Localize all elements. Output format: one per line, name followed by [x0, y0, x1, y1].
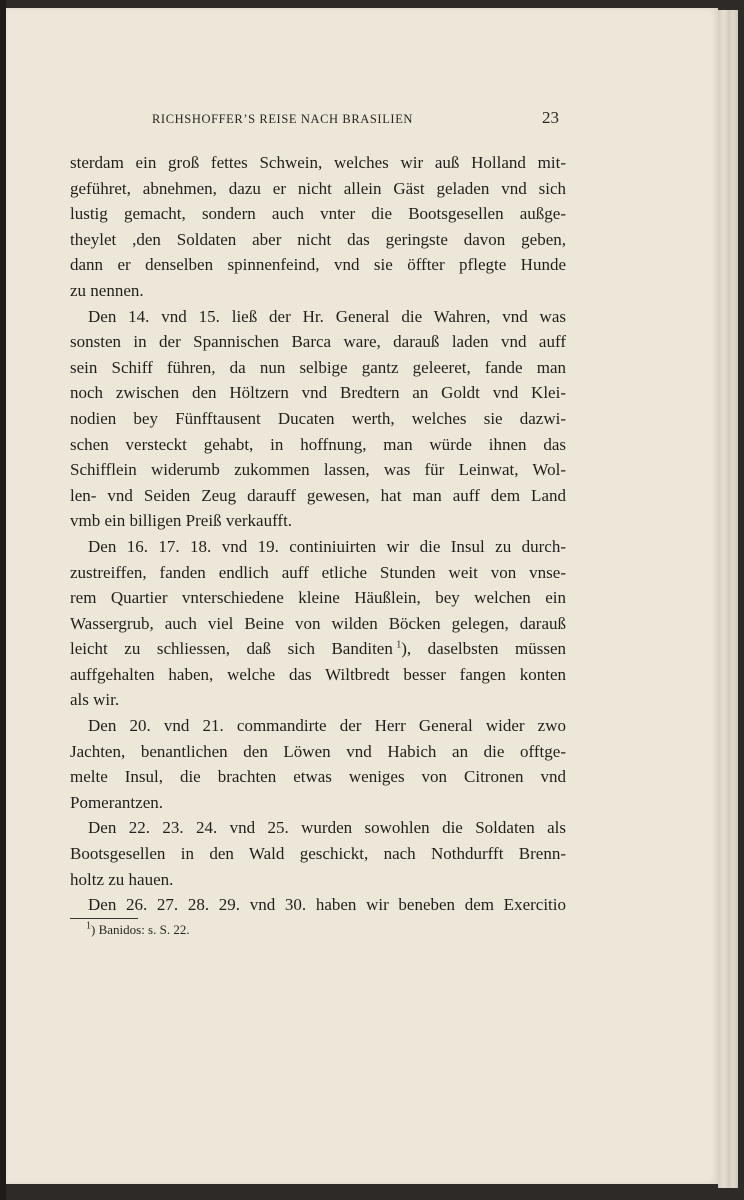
footnote-divider	[70, 918, 138, 919]
text-line: sein Schiff führen, da nun selbige gantz geleeret, fande man	[70, 357, 566, 377]
text-line: geführet, abnehmen, dazu er nicht allein Gäst geladen vnd sich	[70, 178, 566, 198]
page-number: 23	[542, 108, 559, 127]
text-line: melte Insul, die brachten etwas weniges von Citronen vnd	[70, 767, 566, 787]
text-line: rem Quartier vnterschiedene kleine Häußlein, bey welchen ein	[70, 588, 566, 608]
text-line: holtz zu hauen.	[70, 869, 174, 889]
running-head: RICHSHOFFER’S REISE NACH BRASILIEN	[152, 112, 414, 126]
text-line: Bootsgesellen in den Wald geschickt, nach Nothdurfft Brenn-	[70, 844, 566, 864]
text-line: Den 16. 17. 18. vnd 19. continiuirten wir die Insul zu durch-	[88, 536, 566, 556]
book-page	[6, 8, 718, 1184]
text-line-with-footnote	[70, 636, 566, 662]
page-edge	[718, 10, 738, 1188]
text-line: sonsten in der Spannischen Barca ware, darauß laden vnd auff	[70, 332, 566, 352]
text-line: Den 22. 23. 24. vnd 25. wurden sowohlen die Soldaten als	[88, 818, 566, 838]
text-line: schen versteckt gehabt, in hoffnung, man würde ihnen das	[70, 434, 566, 454]
footnote-reference: 1	[396, 639, 402, 651]
text-line: noch zwischen den Höltzern vnd Bredtern an Goldt vnd Klei-	[70, 383, 566, 403]
text-line: theylet ,den Soldaten aber nicht das geringste davon geben,	[70, 229, 566, 249]
body-text	[70, 150, 566, 918]
text-line: als wir.	[70, 690, 120, 710]
text-segment: ), daselbsten müssen	[401, 639, 566, 659]
text-line: Wassergrub, auch viel Beine von wilden Böcken gelegen, darauß	[70, 613, 566, 633]
text-line: Den 14. vnd 15. ließ der Hr. General die Wahren, vnd was	[88, 306, 566, 326]
text-line: zu nennen.	[70, 280, 144, 300]
text-line: lustig gemacht, sondern auch vnter die Bootsgesellen außge-	[70, 204, 566, 224]
text-line: Pomerantzen.	[70, 792, 163, 812]
text-line: Jachten, benantlichen den Löwen vnd Habich an die offtge-	[70, 741, 566, 761]
text-segment: leicht zu schliessen, daß sich Banditen	[70, 639, 393, 659]
footnote-text: ) Banidos: s. S. 22.	[91, 922, 190, 937]
text-line: auffgehalten haben, welche das Wiltbredt besser fangen konten	[70, 664, 566, 684]
text-line: zustreiffen, fanden endlich auff etliche Stunden weit von vnse-	[70, 562, 566, 582]
text-line: Den 20. vnd 21. commandirte der Herr General wider zwo	[88, 716, 566, 736]
footnote	[86, 922, 190, 938]
text-line: dann er denselben spinnenfeind, vnd sie öffter pflegte Hunde	[70, 255, 566, 275]
text-line: Den 26. 27. 28. 29. vnd 30. haben wir beneben dem Exercitio	[88, 895, 566, 915]
text-line: nodien bey Fünfftausent Ducaten werth, welches sie dazwi-	[70, 408, 566, 428]
text-line: Schifflein widerumb zukommen lassen, was für Leinwat, Wol-	[70, 460, 566, 480]
text-line: len- vnd Seiden Zeug darauff gewesen, hat man auff dem Land	[70, 485, 566, 505]
text-line: vmb ein billigen Preiß verkaufft.	[70, 511, 293, 531]
text-line: sterdam ein groß fettes Schwein, welches wir auß Holland mit-	[70, 153, 566, 172]
footnote-marker: 1	[86, 920, 91, 932]
